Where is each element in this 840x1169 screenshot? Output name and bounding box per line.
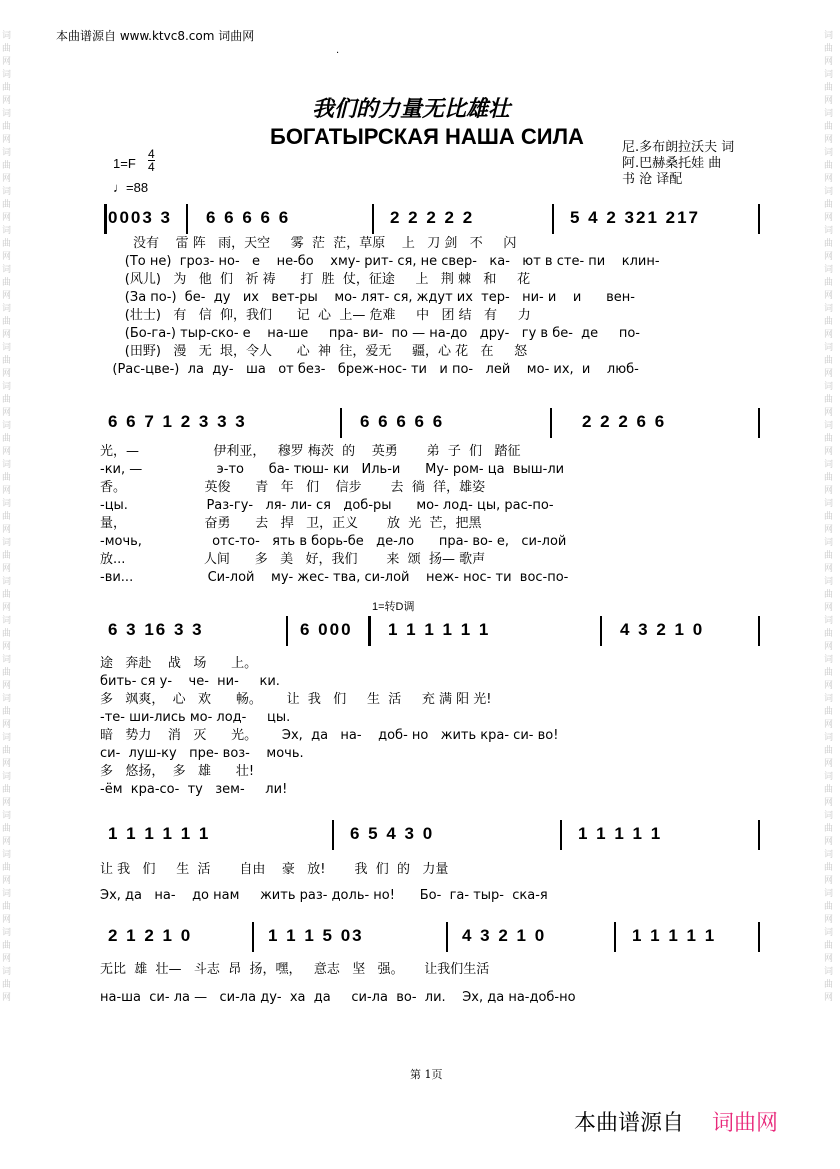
barline	[340, 408, 342, 438]
lyric-line: (То не) гроз- но- е не-бо хму- рит- ся, не свер- ка- ют в сте- пи клин-	[100, 254, 660, 269]
barline	[758, 204, 760, 234]
barline	[560, 820, 562, 850]
lyric-line: 香。 英俊 青 年 们 信步 去 徜 徉，雄姿	[100, 480, 486, 495]
barline	[286, 616, 288, 646]
measure: 0003 3	[108, 208, 172, 227]
lyric-line: си- луш-ку пре- воз- мочь.	[100, 746, 304, 761]
measure: 1 1 1 1 1	[578, 824, 663, 843]
barline	[372, 204, 374, 234]
barline	[550, 408, 552, 438]
measure: 1 1 1 1 1 1	[388, 620, 491, 639]
measure: 2 1 2 1 0	[108, 926, 193, 945]
measure: 2 2 2 2 2	[390, 208, 475, 227]
measure: 6 6 6 6 6	[206, 208, 291, 227]
lyric-line: (Рас-цве-) ла ду- ша от без- бреж-нос- ти и по- лей мо- их, и люб-	[100, 362, 639, 377]
lyric-line: (风儿) 为 他 们 祈 祷 打 胜 仗，征途 上 荆 棘 和 花	[100, 272, 531, 287]
measure: 6 6 6 6 6	[360, 412, 445, 431]
barline	[758, 408, 760, 438]
barline	[446, 922, 448, 952]
time-signature	[148, 148, 155, 173]
lyric-line: 量， 奋勇 去 捍 卫，正义 放 光 芒，把黑	[100, 516, 482, 531]
lyric-line: 没有 雷 阵 雨，天空 雾 茫 茫，草原 上 刀 剑 不 闪	[100, 236, 517, 251]
lyric-line: бить- ся у- че- ни- ки.	[100, 674, 280, 689]
lyric-line: -цы. Раз-гу- ля- ли- ся доб-ры мо- лод- цы, рас-по-	[100, 498, 554, 513]
barline	[758, 616, 760, 646]
measure: 2 2 2 6 6	[582, 412, 667, 431]
page-number: 第 1页	[410, 1068, 443, 1081]
barline	[758, 922, 760, 952]
lyric-line: (Бо-га-) тыр-ско- е на-ше пра- ви- по — на-до дру- гу в бе- де по-	[100, 326, 640, 341]
modulation-marking: 1=转D调	[372, 601, 415, 613]
lyric-line: 多 悠扬， 多 雄 壮!	[100, 764, 255, 779]
lyric-line: (壮士) 有 信 仰，我们 记 心 上— 危难 中 团 结 有 力	[100, 308, 531, 323]
lyric-line: 让 我 们 生 活 自由 豪 放! 我 们 的 力量	[100, 862, 449, 877]
barline	[600, 616, 602, 646]
side-watermark-right: 词曲网词曲网词曲网词曲网词曲网词曲网词曲网词曲网词曲网词曲网词曲网词曲网词曲网词曲网词曲网词曲网词曲网词曲网词曲网词曲网词曲网词曲网词曲网词曲网词曲网	[824, 31, 834, 1003]
lyric-line: на-ша си- ла — си-ла ду- ха да си-ла во- ли. Эх, да на-доб-но	[100, 990, 576, 1005]
time-signature-bottom: 4	[148, 160, 155, 174]
lyric-line: 暗 势力 消 灭 光。 Эх, да на- доб- но жить кра- си- во!	[100, 728, 559, 743]
barline	[368, 616, 371, 646]
measure: 1 1 1 5 03	[268, 926, 364, 945]
tempo-marking: ♩=88	[113, 180, 149, 195]
measure: 6 6 7 1 2 3 3 3	[108, 412, 247, 431]
lyric-line: Эх, да на- до нам жить раз- доль- но! Бо- га- тыр- ска-я	[100, 888, 548, 903]
lyric-line: -те- ши-лись мо- лод- цы.	[100, 710, 291, 725]
credit-lyricist: 尼.多布朗拉沃夫 词	[622, 140, 735, 155]
measure: 4 3 2 1 0	[462, 926, 547, 945]
notation-row-3	[104, 614, 764, 654]
measure: 5 4 2 321 217	[570, 208, 700, 227]
lyric-line: 光，— 伊利亚， 穆罗 梅茨 的 英勇 弟 子 们 踏征	[100, 444, 521, 459]
barline	[614, 922, 616, 952]
title-chinese: 我们的力量无比雄壮	[312, 96, 511, 122]
notation-row-5	[104, 920, 764, 960]
time-signature-top: 4	[148, 147, 155, 161]
measure: 6 3 16 3 3	[108, 620, 204, 639]
lyric-line: 途 奔赴 战 场 上。	[100, 656, 258, 671]
lyric-line: -ём кра-со- ту зем- ли!	[100, 782, 288, 797]
lyric-line: 多 飒爽， 心 欢 畅。 让 我 们 生 活 充 满 阳 光!	[100, 692, 492, 707]
page-header: 本曲谱源自 www.ktvc8.com 词曲网	[56, 29, 255, 43]
lyric-line: -мочь, отс-то- ять в борь-бе де-ло пра- во- е, си-лой	[100, 534, 567, 549]
notation-row-2	[104, 406, 764, 446]
lyric-line: -ви... Си-лой му- жес- тва, си-лой неж- нос- ти вос-по-	[100, 570, 569, 585]
side-watermark-left: 词曲网词曲网词曲网词曲网词曲网词曲网词曲网词曲网词曲网词曲网词曲网词曲网词曲网词曲网词曲网词曲网词曲网词曲网词曲网词曲网词曲网词曲网词曲网词曲网词曲网	[2, 31, 12, 1003]
barline	[332, 820, 334, 850]
key-signature: 1=F	[113, 156, 136, 171]
lyric-line: (田野) 漫 无 垠，令人 心 神 往，爱无 疆，心 花 在 怒	[100, 344, 528, 359]
notation-row-4	[104, 818, 764, 858]
measure: 1 1 1 1 1	[632, 926, 717, 945]
measure: 4 3 2 1 0	[620, 620, 705, 639]
title-russian: БОГАТЫРСКАЯ НАША СИЛА	[270, 124, 584, 149]
lyric-line: -ки, — э-то ба- тюш- ки Иль-и Му- ром- ца выш-ли	[100, 462, 565, 477]
footer-source-text: 本曲谱源自	[574, 1111, 685, 1136]
footer-site-name: 词曲网	[712, 1111, 779, 1136]
barline	[758, 820, 760, 850]
barline	[186, 204, 188, 234]
measure: 1 1 1 1 1 1	[108, 824, 211, 843]
credit-translator: 书 沧 译配	[622, 172, 683, 187]
barline	[104, 204, 107, 234]
measure: 6 000	[300, 620, 353, 639]
lyric-line: 放... 人间 多 美 好，我们 来 颂 扬— 歌声	[100, 552, 486, 567]
barline	[552, 204, 554, 234]
measure: 6 5 4 3 0	[350, 824, 435, 843]
stray-dot: .	[336, 45, 340, 56]
lyric-line: 无比 雄 壮— 斗志 昂 扬，嘿， 意志 坚 强。 让我们生活	[100, 962, 490, 977]
barline	[252, 922, 254, 952]
credit-composer: 阿.巴赫桑托娃 曲	[622, 156, 722, 171]
lyric-line: (За по-) бе- ду их вет-ры мо- лят- ся, ждут их тер- ни- и и вен-	[100, 290, 635, 305]
